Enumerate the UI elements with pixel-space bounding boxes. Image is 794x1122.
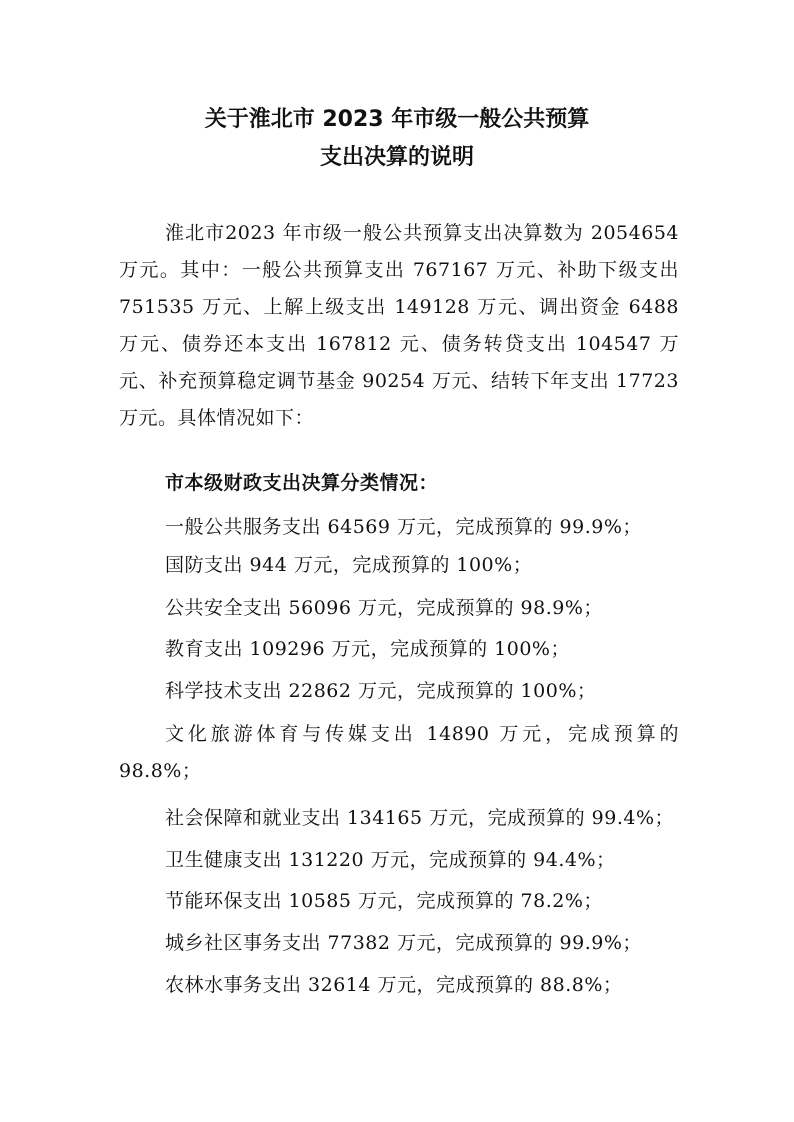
list-item: 科学技术支出 22862 万元，完成预算的 100%； [165, 680, 597, 702]
list-item: 卫生健康支出 131220 万元，完成预算的 94.4%； [165, 849, 616, 871]
list-item: 一般公共服务支出 64569 万元，完成预算的 99.9%； [165, 516, 642, 538]
document-title-line-2: 支出决算的说明 [319, 145, 474, 170]
intro-paragraph: 淮北市2023 年市级一般公共预算支出决算数为 2054654 万元。其中：一般公共预算支出 767167 万元、补助下级支出 751535 万元、上解上级支出 149128 万元、调出资金 6488 万元、债券还本支出 167812 元、债务转贷支出 104547 万元、补充预算稳定调节基金 90254 万元、结转下年支出 17723 万元。具体情况如下： [119, 222, 679, 429]
list-item: 节能环保支出 10585 万元，完成预算的 78.2%； [165, 890, 603, 912]
list-item: 社会保障和就业支出 134165 万元，完成预算的 99.4%； [165, 807, 675, 829]
list-item: 公共安全支出 56096 万元，完成预算的 98.9%； [165, 597, 603, 619]
list-item: 城乡社区事务支出 77382 万元，完成预算的 99.9%； [165, 932, 642, 954]
list-item: 教育支出 109296 万元，完成预算的 100%； [165, 638, 570, 660]
list-item: 国防支出 944 万元，完成预算的 100%； [165, 554, 533, 576]
list-item: 农林水事务支出 32614 万元，完成预算的 88.8%； [165, 974, 623, 996]
section-heading: 市本级财政支出决算分类情况： [165, 472, 439, 494]
document-title-line-1: 关于淮北市 2023 年市级一般公共预算 [204, 107, 590, 132]
list-item-wrapped: 文化旅游体育与传媒支出 14890 万元，完成预算的 98.8%； [119, 723, 679, 782]
